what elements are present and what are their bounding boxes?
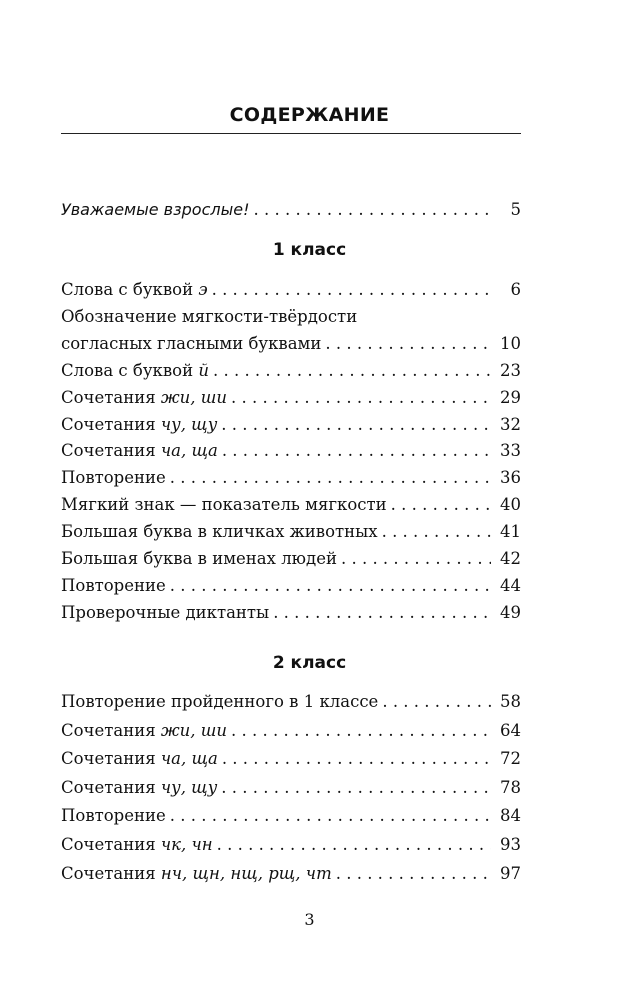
- toc-entry-title: [61, 547, 337, 571]
- toc-entry-title: [61, 439, 218, 463]
- toc-entry-page: 97: [500, 863, 521, 883]
- toc-entry-page: 44: [500, 575, 521, 595]
- toc-entry-title: [61, 493, 387, 517]
- toc-entry-page: 72: [500, 749, 521, 769]
- toc-entry: [61, 332, 521, 356]
- leader-dots: [166, 466, 491, 490]
- toc-entry: [61, 547, 521, 571]
- toc-entry: [61, 520, 521, 544]
- toc-entry-intro: [61, 198, 521, 222]
- toc-entry-text: Повторение: [61, 575, 166, 595]
- toc-entry-text: Сочетания: [61, 720, 161, 740]
- toc-entry-text: Большая буква в кличках животных: [61, 522, 378, 542]
- toc-entry-title: Уважаемые взрослые!: [61, 200, 250, 219]
- leader-dots: [378, 690, 491, 714]
- leader-dots: [217, 776, 491, 800]
- toc-entry-emphasis: ча, ща: [160, 441, 218, 461]
- toc-entry-text: Большая буква в именах людей: [61, 549, 337, 568]
- leader-dots: [378, 520, 491, 544]
- toc-entry-page: 64: [500, 720, 521, 740]
- leader-dots: [208, 278, 491, 302]
- toc-entry-emphasis: жи, ши: [160, 387, 227, 407]
- toc-entry-emphasis: нч, щн, нщ, рщ, чт: [160, 863, 332, 883]
- toc-entry-title: [61, 804, 166, 828]
- toc-entry-title: [61, 833, 213, 857]
- toc-entry: [61, 305, 521, 329]
- leader-dots: [218, 747, 491, 771]
- leader-dots: [166, 574, 491, 598]
- toc-entry: [61, 804, 521, 828]
- toc-entry-text: Обозначение мягкости-твёрдости: [61, 306, 358, 326]
- toc-entry-text: согласных гласными буквами: [61, 333, 322, 353]
- toc-entry-title: [61, 413, 217, 437]
- toc-entry: [61, 776, 521, 800]
- toc-entry-text: Повторение: [61, 806, 166, 826]
- toc-entry: [61, 690, 521, 714]
- toc-entry-title: [61, 719, 227, 743]
- toc-entry-text: Сочетания: [61, 749, 161, 769]
- section-1-title: 1 класс: [272, 240, 347, 260]
- toc-entry-page: 40: [500, 495, 521, 515]
- toc-entry-emphasis: жи, ши: [160, 720, 227, 740]
- leader-dots: [227, 386, 491, 410]
- toc-entry-page: 6: [510, 280, 521, 299]
- toc-entry-text: Сочетания: [61, 414, 161, 434]
- toc-entry-page: 41: [500, 522, 521, 542]
- toc-entry-title: [61, 690, 378, 714]
- toc-entry-emphasis: чу, щу: [160, 414, 218, 434]
- page-title: СОДЕРЖАНИЕ: [229, 104, 390, 126]
- toc-entry-emphasis: й: [198, 360, 209, 380]
- toc-entry-title: [61, 601, 269, 625]
- toc-entry-title: [61, 466, 166, 490]
- toc-entry-title: [61, 359, 209, 383]
- leader-dots: [227, 719, 491, 743]
- toc-entry: [61, 278, 521, 302]
- toc-entry-emphasis: э: [198, 280, 208, 299]
- leader-dots: [321, 332, 491, 356]
- toc-entry-title: [61, 862, 332, 886]
- toc-entry-title: [61, 305, 357, 329]
- toc-entry-title: [61, 278, 208, 302]
- toc-entry: [61, 719, 521, 743]
- leader-dots: [269, 601, 491, 625]
- leader-dots: [166, 804, 491, 828]
- toc-entry: [61, 862, 521, 886]
- toc-entry-text: Повторение пройденного в 1 классе: [61, 692, 379, 711]
- toc-entry-text: Сочетания: [61, 835, 161, 854]
- toc-entry-text: Сочетания: [61, 387, 161, 407]
- toc-entry-page: 10: [500, 333, 521, 353]
- toc-entry-page: 42: [500, 549, 521, 568]
- toc-entry-page: 36: [500, 468, 521, 488]
- leader-dots: [332, 862, 491, 886]
- toc-entry-title: [61, 776, 217, 800]
- toc-entry-emphasis: чу, щу: [160, 777, 218, 797]
- toc-entry-text: Повторение: [61, 468, 166, 488]
- toc-entry: [61, 386, 521, 410]
- page-number: 3: [304, 910, 315, 929]
- toc-entry-emphasis: ча, ща: [160, 749, 218, 769]
- toc-entry: [61, 747, 521, 771]
- toc-entry-page: 58: [500, 692, 521, 711]
- toc-entry-page: 23: [500, 360, 521, 380]
- toc-entry: [61, 439, 521, 463]
- toc-entry: [61, 601, 521, 625]
- section-2-title: 2 класс: [272, 653, 347, 673]
- leader-dots: [337, 547, 491, 571]
- toc-entry-text: Мягкий знак — показатель мягкости: [61, 495, 387, 515]
- toc-entry-text: Сочетания: [61, 441, 161, 461]
- toc-entry-text: Слова с буквой: [61, 280, 199, 299]
- toc-entry-title: [61, 332, 321, 356]
- toc-entry-text: Проверочные диктанты: [61, 602, 270, 622]
- toc-entry: [61, 466, 521, 490]
- toc-entry: [61, 833, 521, 857]
- toc-entry-page: 33: [500, 441, 521, 461]
- toc-entry-text: Сочетания: [61, 863, 161, 883]
- toc-entry: [61, 574, 521, 598]
- toc-entry-page: 84: [500, 806, 521, 826]
- toc-entry-text: Сочетания: [61, 777, 161, 797]
- toc-entry: [61, 493, 521, 517]
- toc-entry-title: [61, 747, 218, 771]
- toc-entry-text: Слова с буквой: [61, 360, 199, 380]
- leader-dots: [218, 439, 491, 463]
- toc-entry: [61, 359, 521, 383]
- toc-entry-title: [61, 574, 166, 598]
- toc-entry: [61, 413, 521, 437]
- toc-entry-page: 49: [500, 602, 521, 622]
- leader-dots: [213, 833, 491, 857]
- toc-entry-title: [61, 520, 378, 544]
- leader-dots: [249, 198, 491, 222]
- toc-entry-title: [61, 386, 227, 410]
- leader-dots: [209, 359, 491, 383]
- toc-entry-emphasis: чк, чн: [160, 835, 213, 854]
- toc-entry-page: 5: [510, 200, 521, 219]
- leader-dots: [217, 413, 491, 437]
- toc-entry-page: 29: [500, 387, 521, 407]
- toc-entry-page: 32: [500, 414, 521, 434]
- leader-dots: [387, 493, 491, 517]
- title-rule: [61, 133, 521, 134]
- toc-entry-page: 93: [500, 835, 521, 854]
- toc-entry-page: 78: [500, 777, 521, 797]
